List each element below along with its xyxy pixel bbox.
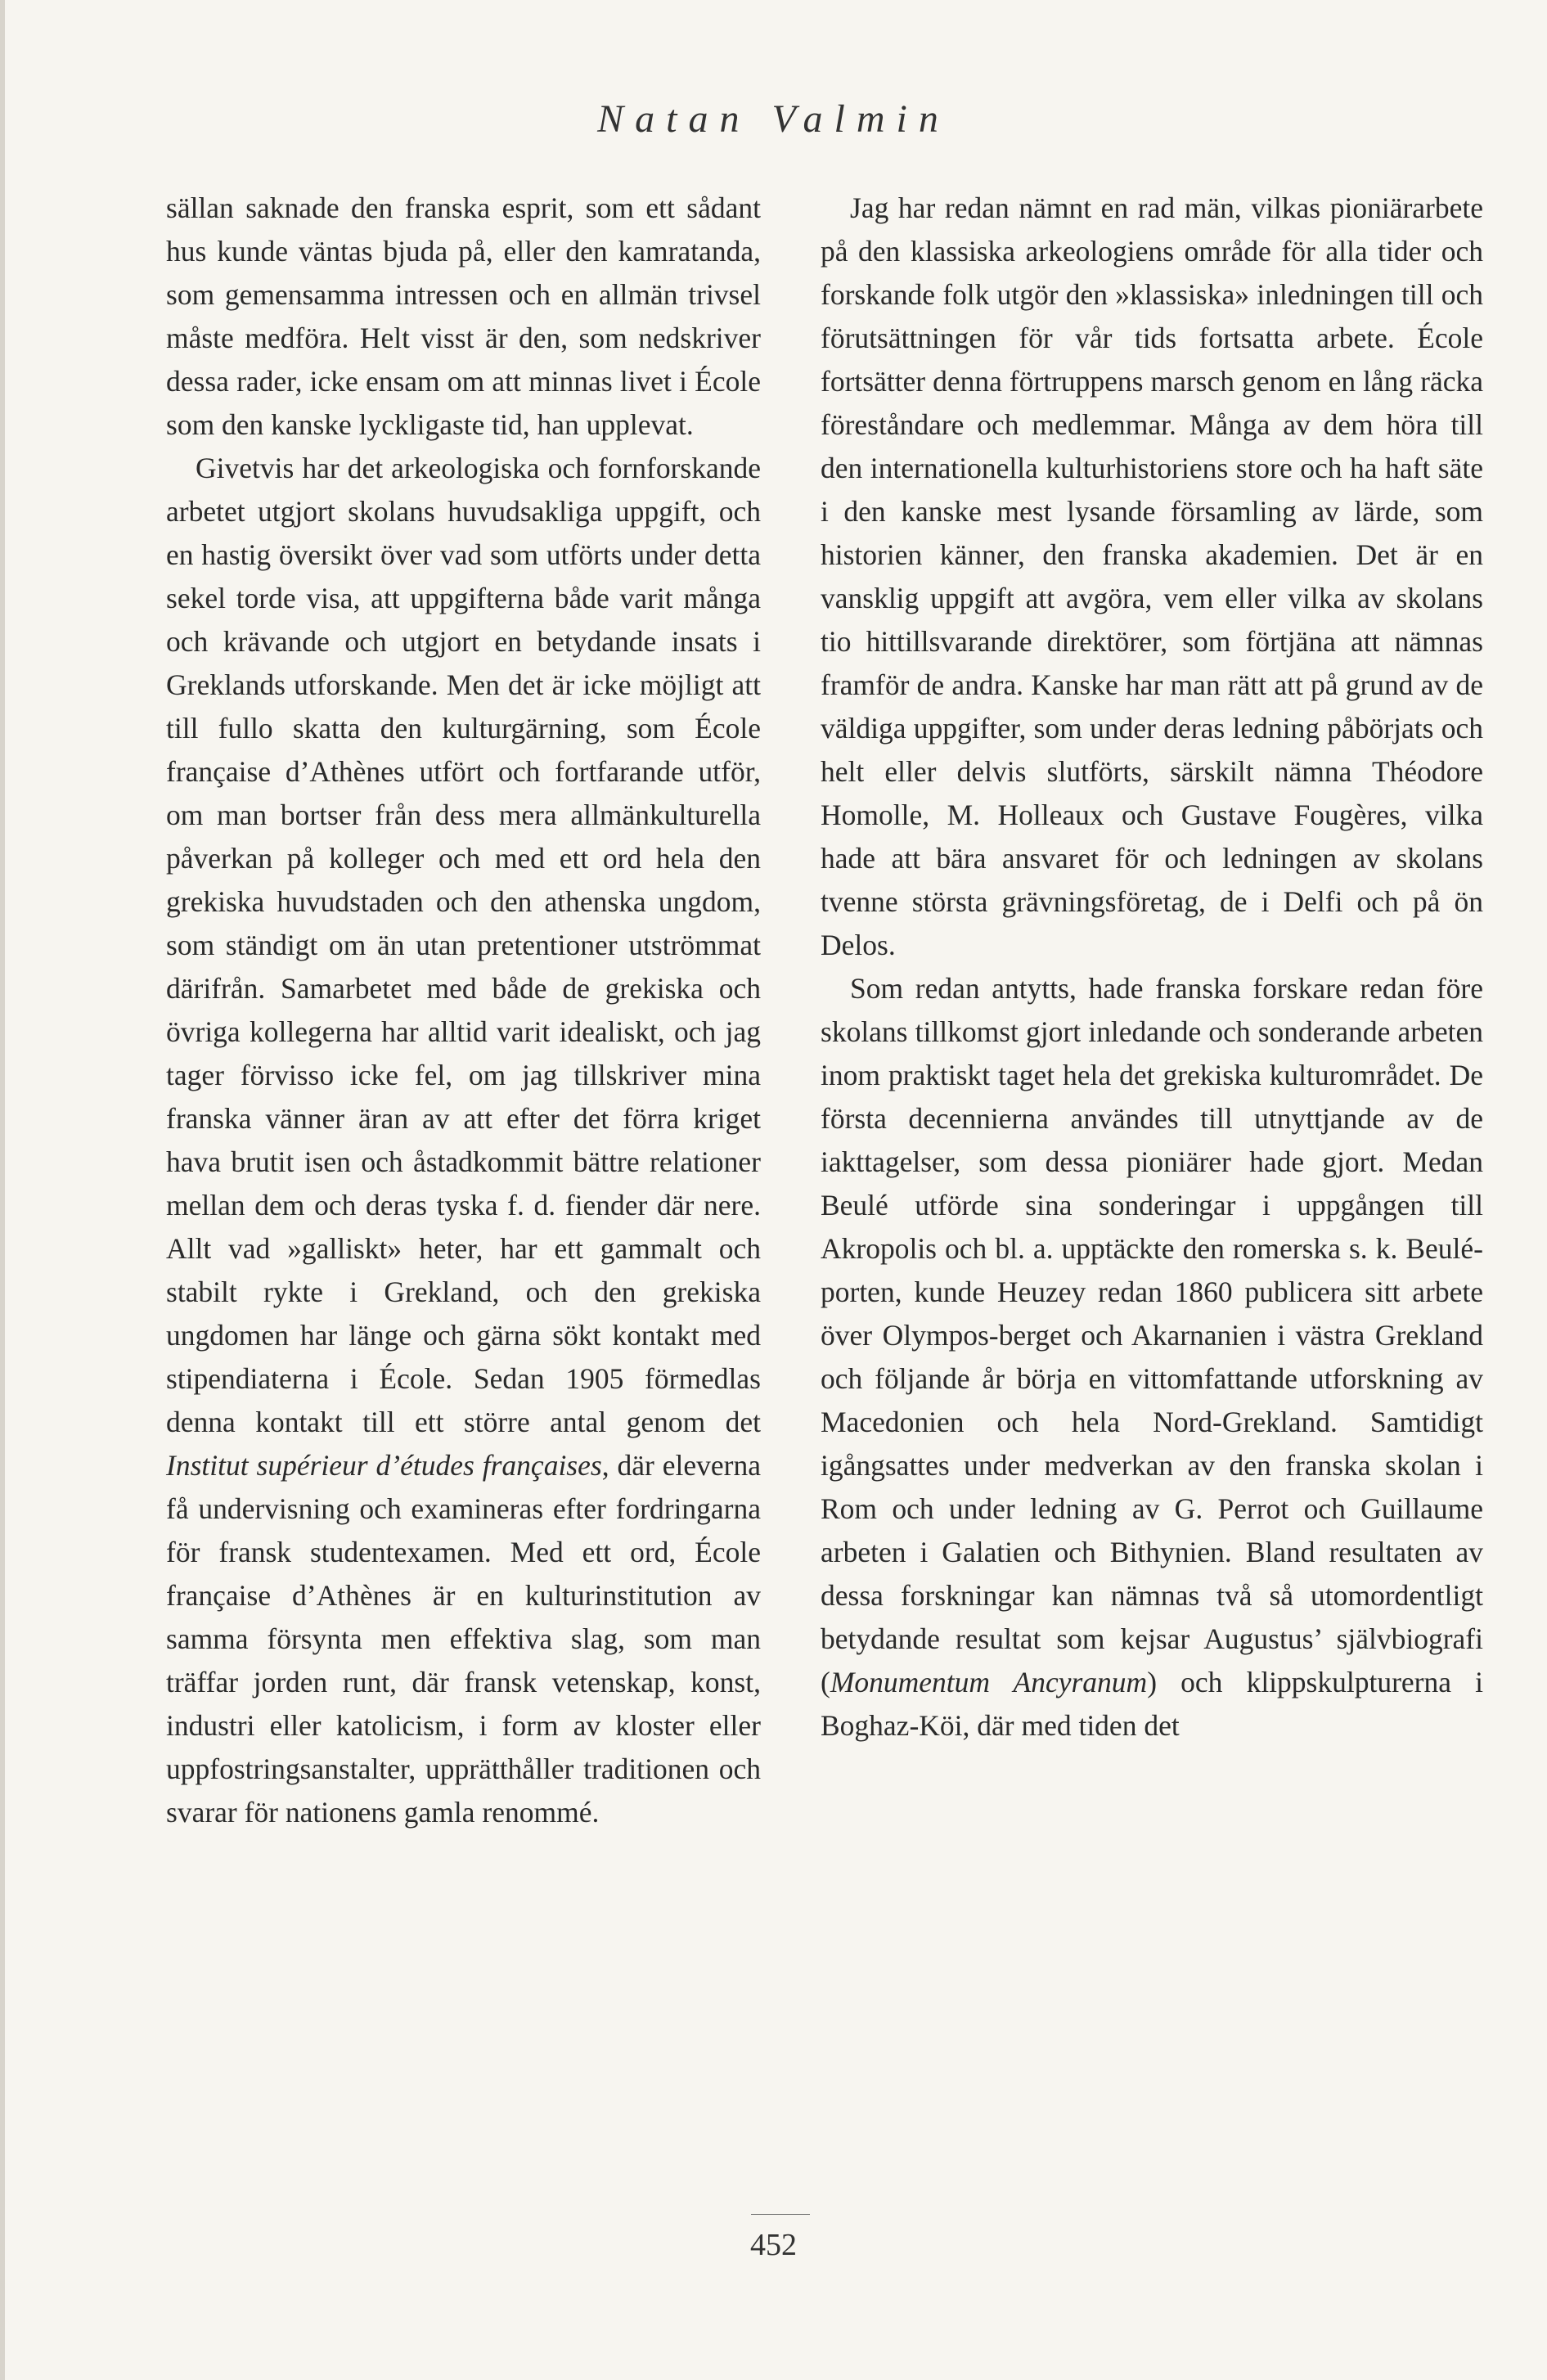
running-header: Natan Valmin: [597, 97, 950, 141]
left-paragraph-1: sällan saknade den franska esprit, som ett sådant hus kunde väntas bjuda på, eller den kamratanda, som gemensamma intressen och en allmän trivsel måste medföra. Helt visst är den, som nedskriver dessa rader, icke ensam om att minnas livet i École som den kanske lyckligaste tid, han upplevat.: [166, 191, 761, 441]
page-number-rule: [751, 2214, 810, 2215]
page-number: 452: [750, 2228, 797, 2262]
page-edge: [0, 0, 5, 2380]
right-paragraph-2: [821, 967, 1483, 1748]
right-paragraph-1: Jag har redan nämnt en rad män, vilkas pioniärarbete på den klassiska arkeologiens område för alla tider och forskande folk utgör den »klassiska» inledningen till och förutsättningen för vår tids fortsatta arbete. École fortsätter denna förtruppens marsch genom en lång räcka föreståndare och medlemmar. Många av dem höra till den internationella kulturhistoriens store och ha haft säte i den kanske mest lysande församling av lärde, som historien känner, den franska akademien. Det är en vansklig uppgift att avgöra, vem eller vilka av skolans tio hittillsvarande direktörer, som förtjäna att nämnas framför de andra. Kanske har man rätt att på grund av de väldiga uppgifter, som under deras ledning påbörjats och helt eller delvis slutförts, särskilt nämna Théodore Homolle, M. Holleaux och Gustave Fougères, vilka hade att bära ansvaret för och ledningen av skolans tvenne största grävningsföretag, de i Delfi och på ön Delos.: [821, 191, 1483, 961]
left-paragraph-2: [166, 447, 761, 1834]
right-paragraph-2-text-a: Som redan antytts, hade franska forskare redan före skolans tillkomst gjort inledande och sonderande arbeten inom praktiskt taget hela det grekiska kulturområdet. De första decennierna användes till utnyttjande av de iakttagelser, som dessa pioniärer hade gjort. Medan Beulé utförde sina sonderingar i uppgången till Akropolis och bl. a. upptäckte den romerska s. k. Beulé-porten, kunde Heuzey redan 1860 publicera sitt arbete över Olympos-berget och Akarnanien i västra Grekland och följande år börja en vittomfattande utforskning av Macedonien och hela Nord-Grekland. Samtidigt igångsattes under medverkan av den franska skolan i Rom och under ledning av G. Perrot och Guillaume arbeten i Galatien och Bithynien. Bland resultaten av dessa forskningar kan nämnas två så utomordentligt betydande resultat som kejsar Augustus’ självbiografi (: [821, 972, 1483, 1698]
right-paragraph-2-italic-title: Monumentum Ancyranum: [830, 1666, 1148, 1698]
left-paragraph-2-italic-title: Institut supérieur d’études françaises: [166, 1449, 602, 1482]
left-column: [166, 187, 761, 1834]
right-paragraph-2-text-b: ) och klippskulpturerna i Boghaz-Köi, där med tiden det: [821, 1666, 1483, 1742]
left-paragraph-2-text-b: , där eleverna få undervisning och examineras efter fordringarna för fransk studentexamen. Med ett ord, École française d’Athènes är en kulturinstitution av samma försynta men effektiva slag, som man träffar jorden runt, där fransk vetenskap, konst, industri eller katolicism, i form av kloster eller uppfostringsanstalter, upprätthåller traditionen och svarar för nationens gamla renommé.: [166, 1449, 762, 1829]
left-paragraph-2-text-a: Givetvis har det arkeologiska och fornforskande arbetet utgjort skolans huvudsakliga uppgift, och en hastig översikt över vad som utförts under detta sekel torde visa, att uppgifterna både varit många och krävande och utgjort en betydande insats i Greklands utforskande. Men det är icke möjligt att till fullo skatta den kulturgärning, som École française d’Athènes utfört och fortfarande utför, om man bortser från dess mera allmänkulturella påverkan på kolleger och med ett ord hela den grekiska huvudstaden och den athenska ungdom, som ständigt om än utan pretentioner utströmmat därifrån. Samarbetet med både de grekiska och övriga kollegerna har alltid varit idealiskt, och jag tager förvisso icke fel, om jag tillskriver mina franska vänner äran av att efter det förra kriget hava brutit isen och åstadkommit bättre relationer mellan dem och deras tyska f. d. fiender där nere. Allt vad »galliskt» heter, har ett gammalt och stabilt rykte i Grekland, och den grekiska ungdomen har länge och gärna sökt kontakt med stipendiaterna i École. Sedan 1905 förmedlas denna kontakt till ett större antal genom det: [166, 452, 761, 1438]
right-column: [821, 187, 1483, 1748]
